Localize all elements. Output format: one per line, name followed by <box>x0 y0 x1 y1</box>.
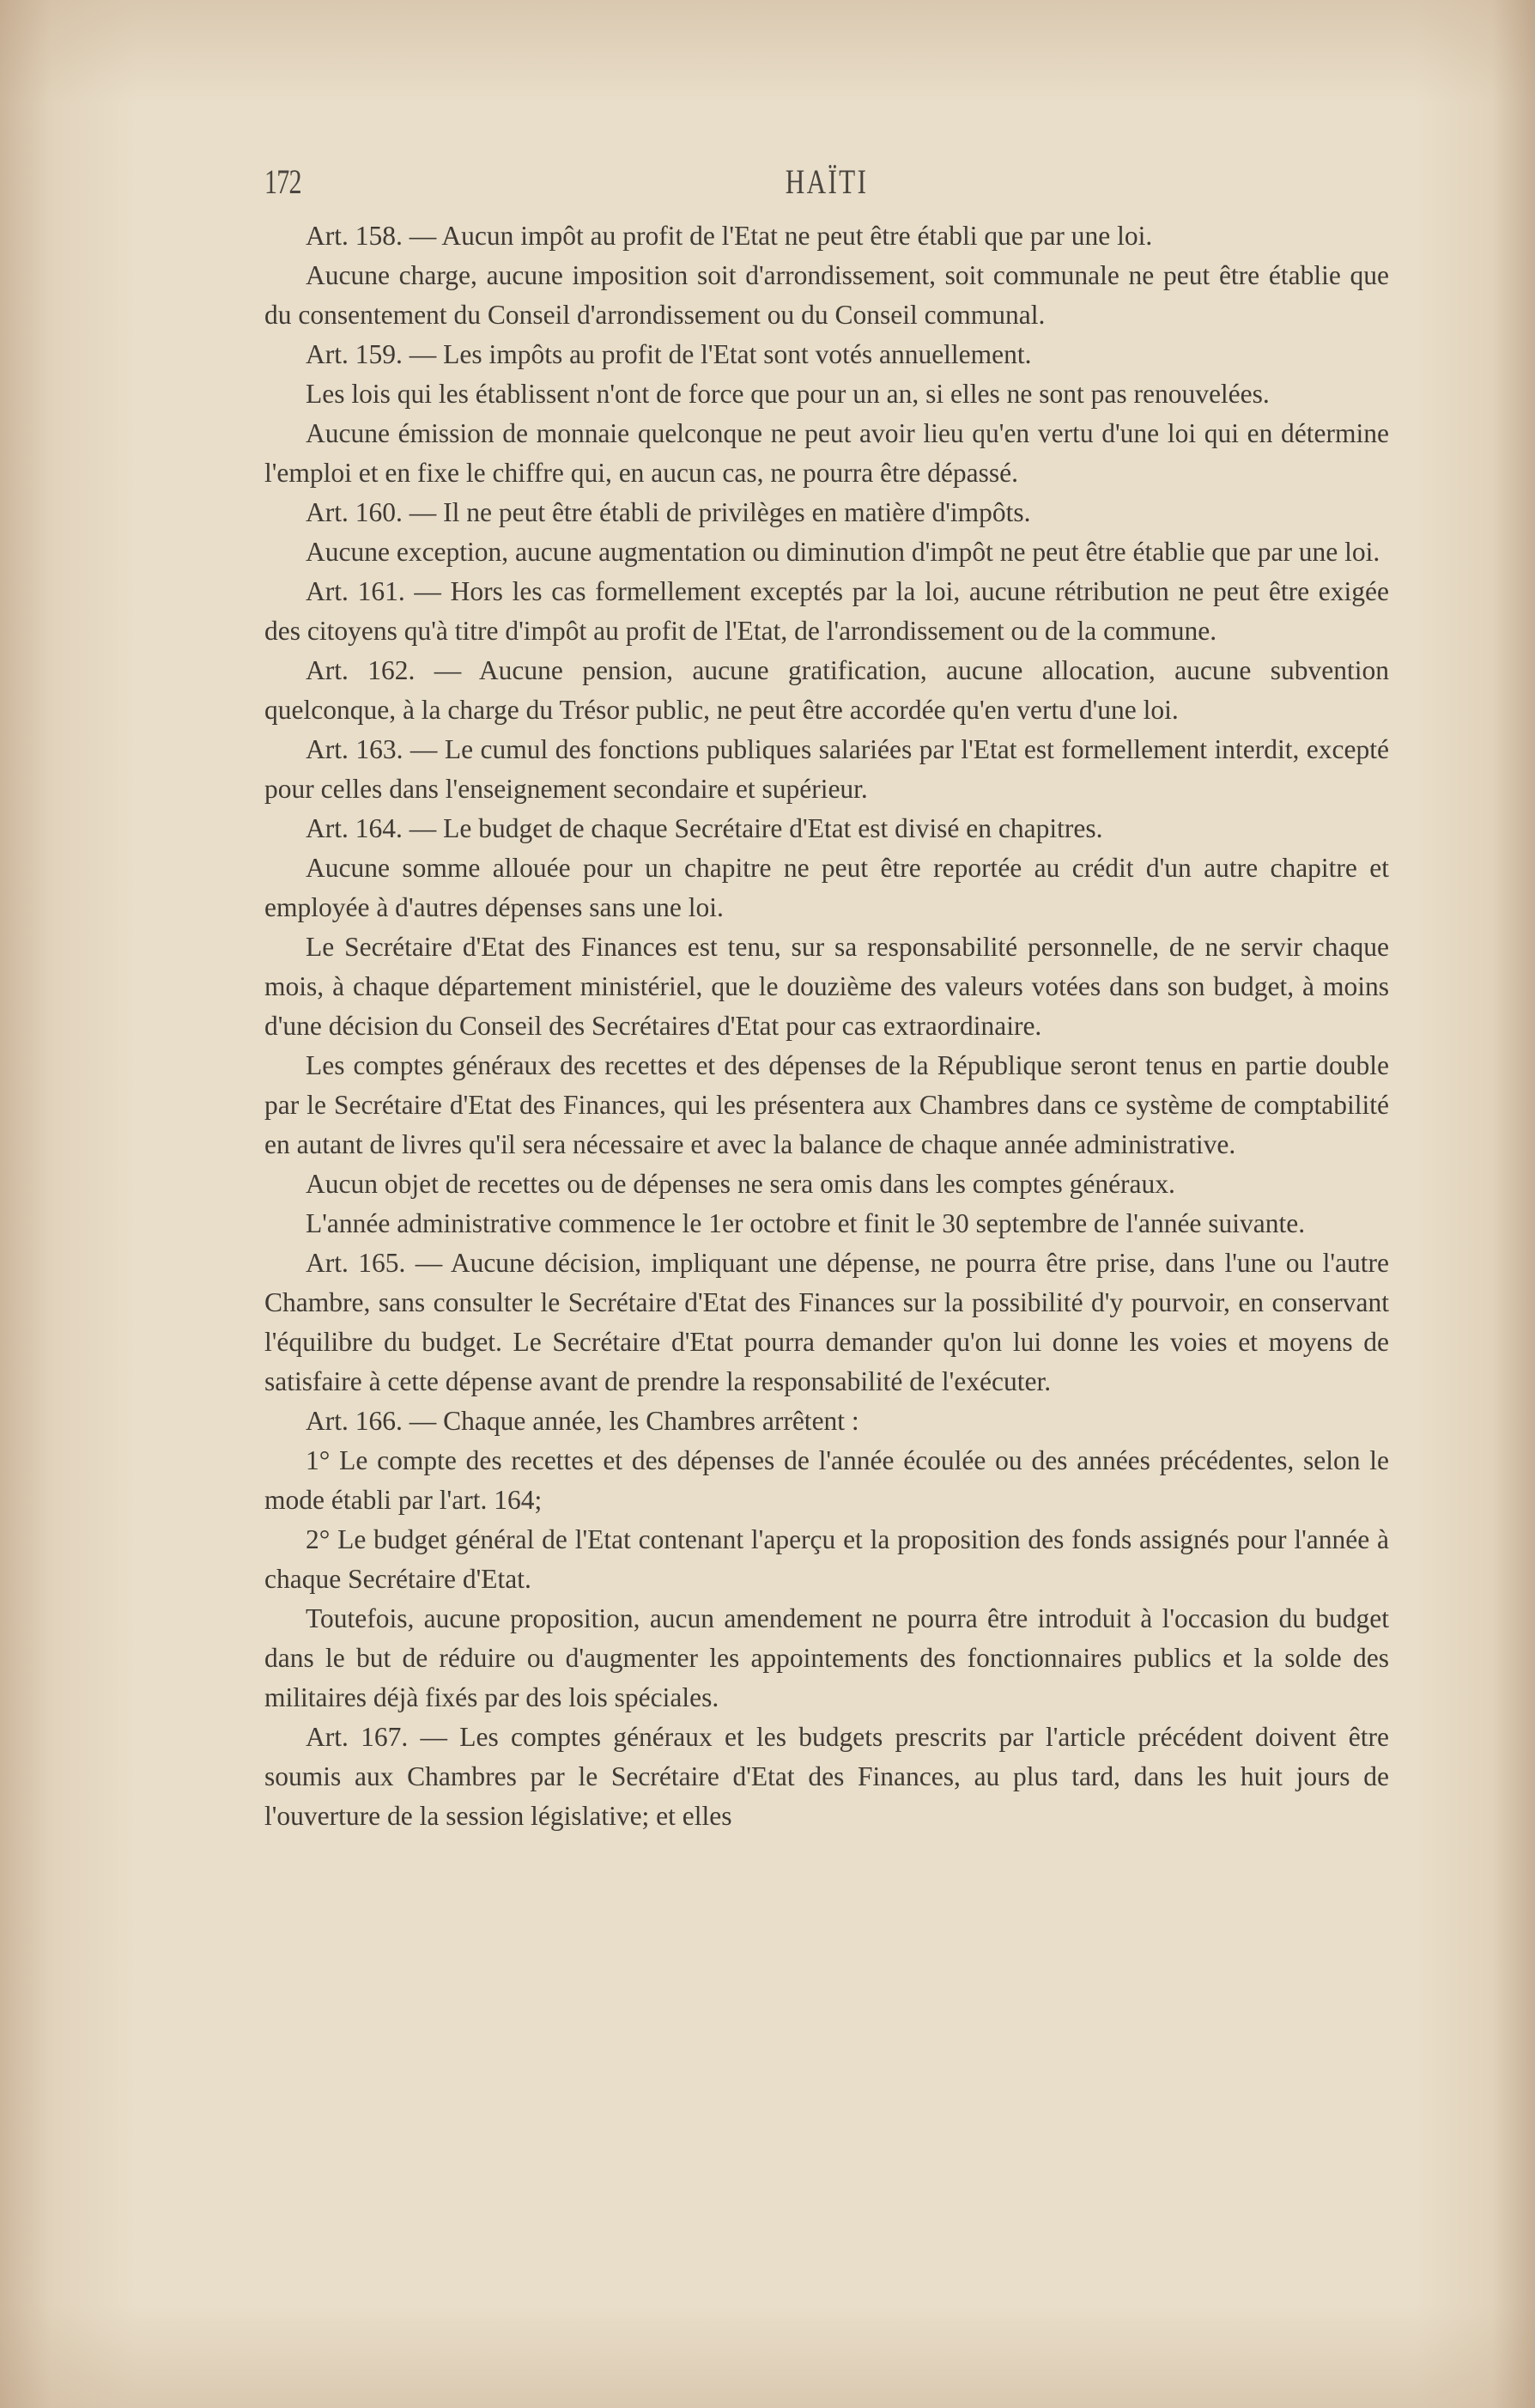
paragraph: Aucune exception, aucune augmentation ou diminution d'impôt ne peut être établie que par une loi. <box>306 537 1380 567</box>
paragraph: Aucune émission de monnaie quelconque ne peut avoir lieu qu'en vertu d'une loi qui en détermine l'emploi et en fixe le chiffre qui, en aucun cas, ne pourra être dépassé. <box>264 418 1389 488</box>
list-item: 2° Le budget général de l'Etat contenant l'aperçu et la proposition des fonds assignés pour l'année à chaque Secrétaire d'Etat. <box>264 1524 1389 1594</box>
running-title: HAÏTI <box>785 162 869 201</box>
text-body <box>264 216 1389 1836</box>
paragraph: Toutefois, aucune proposition, aucun amendement ne pourra être introduit à l'occasion du budget dans le but de réduire ou d'augmenter les appointements des fonctionnaires publics et la solde des militaires déjà fixés par des lois spéciales. <box>264 1603 1389 1712</box>
paragraph-art-161: Art. 161. — Hors les cas formellement exceptés par la loi, aucune rétribution ne peut être exigée des citoyens qu'à titre d'impôt au profit de l'Etat, de l'arrondissement ou de la commune. <box>264 576 1389 646</box>
paragraph-art-164: Art. 164. — Le budget de chaque Secrétaire d'Etat est divisé en chapitres. <box>306 813 1103 843</box>
paragraph: Aucune somme allouée pour un chapitre ne peut être reportée au crédit d'un autre chapitre et employée à d'autres dépenses sans une loi. <box>264 853 1389 922</box>
paragraph: Le Secrétaire d'Etat des Finances est tenu, sur sa responsabilité personnelle, de ne servir chaque mois, à chaque département ministériel, que le douzième des valeurs votées dans son budget, à moins d'une décision du Conseil des Secrétaires d'Etat pour cas extraordinaire. <box>264 932 1389 1041</box>
paragraph-art-160: Art. 160. — Il ne peut être établi de privilèges en matière d'impôts. <box>306 497 1031 527</box>
paragraph: Aucune charge, aucune imposition soit d'arrondissement, soit communale ne peut être établie que du consentement du Conseil d'arrondissement ou du Conseil communal. <box>264 260 1389 330</box>
paragraph-art-159: Art. 159. — Les impôts au profit de l'Etat sont votés annuellement. <box>306 339 1032 369</box>
page-number: 172 <box>264 162 301 201</box>
paragraph-art-165: Art. 165. — Aucune décision, impliquant une dépense, ne pourra être prise, dans l'une ou l'autre Chambre, sans consulter le Secrétaire d'Etat des Finances sur la possibilité d'y pourvoir, en conservant l'équilibre du budget. Le Secrétaire d'Etat pourra demander qu'on lui donne les voies et moyens de satisfaire à cette dépense avant de prendre la responsabilité de l'exécuter. <box>264 1248 1389 1396</box>
paragraph: Les comptes généraux des recettes et des dépenses de la République seront tenus en partie double par le Secrétaire d'Etat des Finances, qui les présentera aux Chambres dans ce système de comptabilité en autant de livres qu'il sera nécessaire et avec la balance de chaque année administrative. <box>264 1050 1389 1159</box>
list-item: 1° Le compte des recettes et des dépenses de l'année écoulée ou des années précédentes, selon le mode établi par l'art. 164; <box>264 1445 1389 1515</box>
paragraph-art-158: Art. 158. — Aucun impôt au profit de l'Etat ne peut être établi que par une loi. <box>306 221 1153 251</box>
paragraph-art-162: Art. 162. — Aucune pension, aucune gratification, aucune allocation, aucune subvention quelconque, à la charge du Trésor public, ne peut être accordée qu'en vertu d'une loi. <box>264 655 1389 725</box>
paragraph: Aucun objet de recettes ou de dépenses ne sera omis dans les comptes généraux. <box>306 1169 1175 1199</box>
paragraph: L'année administrative commence le 1er octobre et finit le 30 septembre de l'année suivante. <box>306 1208 1306 1238</box>
paragraph: Les lois qui les établissent n'ont de force que pour un an, si elles ne sont pas renouvelées. <box>306 379 1270 409</box>
page-header <box>264 161 1389 210</box>
paragraph-art-163: Art. 163. — Le cumul des fonctions publiques salariées par l'Etat est formellement interdit, excepté pour celles dans l'enseignement secondaire et supérieur. <box>264 734 1389 804</box>
paragraph-art-166: Art. 166. — Chaque année, les Chambres arrêtent : <box>306 1406 859 1436</box>
paragraph-art-167: Art. 167. — Les comptes généraux et les budgets prescrits par l'article précédent doivent être soumis aux Chambres par le Secrétaire d'Etat des Finances, au plus tard, dans les huit jours de l'ouverture de la session législative; et elles <box>264 1722 1389 1831</box>
